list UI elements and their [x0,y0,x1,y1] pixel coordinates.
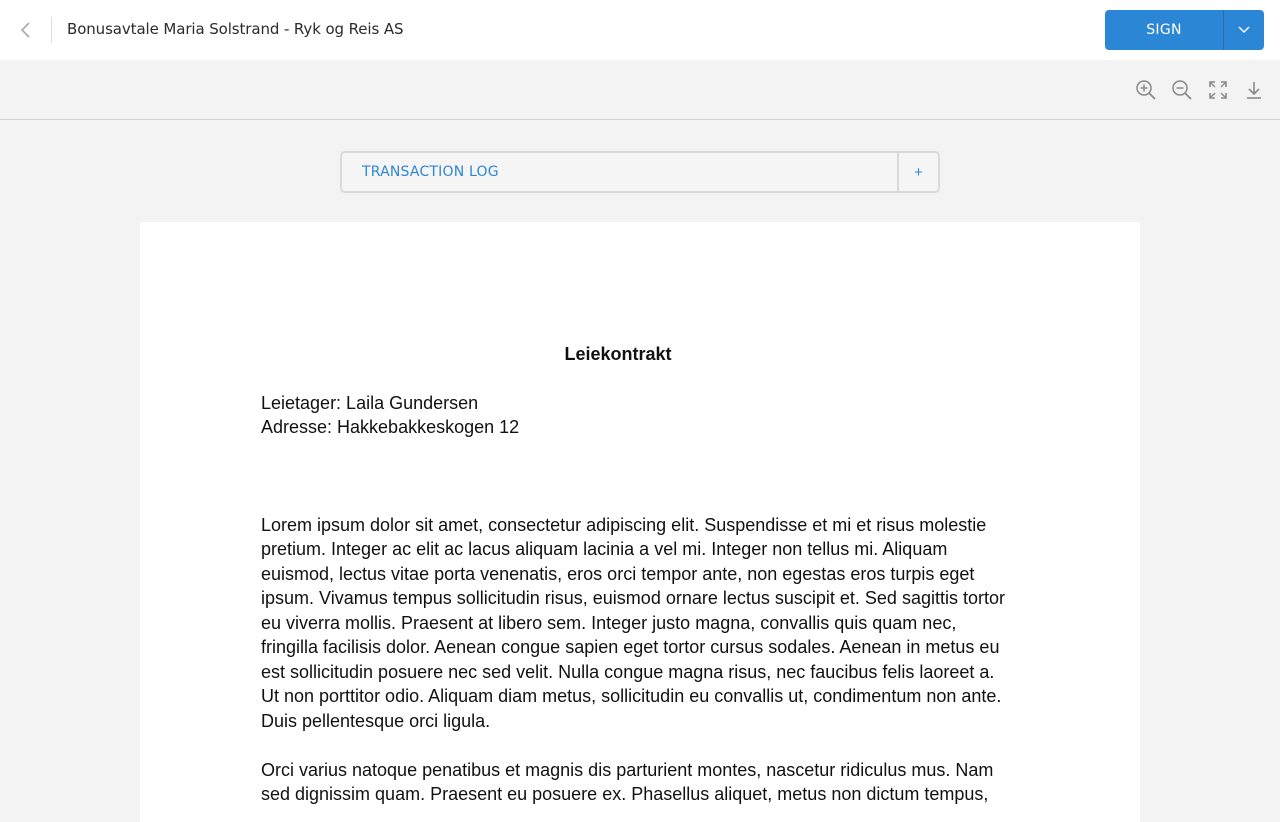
zoom-in-icon [1135,79,1157,101]
zoom-out-icon [1171,79,1193,101]
back-button[interactable] [14,18,38,42]
header-divider [51,17,52,43]
document-title: Bonusavtale Maria Solstrand - Ryk og Reis AS [67,20,404,38]
sign-button[interactable]: SIGN [1146,22,1182,38]
transaction-log-button[interactable]: TRANSACTION LOG [362,164,499,180]
document-content [261,342,1021,807]
document-page [140,222,1140,822]
chevron-left-icon [19,20,33,40]
tenant-line: Leietager: Laila Gundersen [261,392,479,413]
sign-dropdown-button[interactable] [1224,10,1264,50]
add-attachment-button[interactable]: + [914,163,923,181]
app-header [0,0,1280,60]
address-line: Adresse: Hakkebakkeskogen 12 [261,417,520,437]
fullscreen-icon [1208,80,1228,100]
contract-title: Leiekontrakt [564,344,672,364]
viewer-toolbar [0,60,1280,120]
fullscreen-button[interactable] [1206,78,1230,102]
sign-button-group [1105,10,1264,50]
transaction-log-bar [340,151,940,193]
document-paragraph: Lorem ipsum dolor sit amet, consectetur adipiscing elit. Suspendisse et mi et risus molestie pretium. Integer ac elit ac lacus aliquam lacinia a vel mi. Integer non tellus mi. Aliquam euismod, lectus vitae porta venenatis, eros orci tempor ante, non egestas eros turpis eget ipsum. Vivamus tempus sollicitudin risus, euismod ornare lectus suscipit et. Sed sagittis tortor eu viverra mollis. Praesent at libero sem. Integer justo magna, convallis quis quam nec, fringilla facilisis dolor. Aenean congue sapien eget tortor cursus sodales. Aenean in metus eu est sollicitudin posuere nec sed velit. Nulla congue magna risus, nec faucibus felis laoreet a. Ut non porttitor odio. Aliquam diam metus, sollicitudin eu convallis ut, condimentum non ante. Duis pellentesque orci ligula. [261,514,1005,731]
chevron-down-icon [1237,25,1251,35]
download-button[interactable] [1242,78,1266,102]
document-paragraph: Orci varius natoque penatibus et magnis dis parturient montes, nascetur ridiculus mus. Nam sed dignissim quam. Praesent eu posuere ex. Phasellus aliquet, metus non dictum tempus, [261,759,994,804]
download-icon [1244,80,1264,100]
zoom-out-button[interactable] [1170,78,1194,102]
zoom-in-button[interactable] [1134,78,1158,102]
